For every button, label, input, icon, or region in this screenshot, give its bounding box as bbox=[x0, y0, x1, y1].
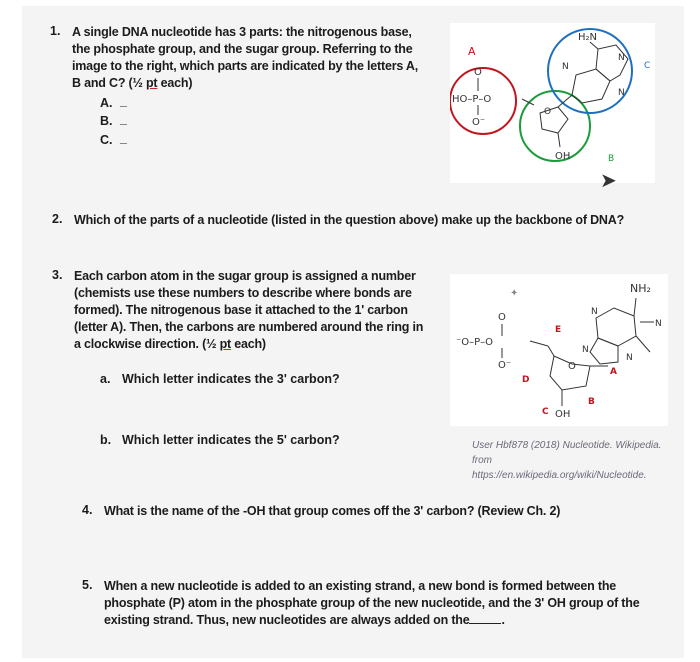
ring-o-label: O bbox=[544, 107, 552, 117]
n-label-3: N bbox=[618, 88, 625, 98]
q1-answer-a-label: A. bbox=[100, 96, 113, 110]
q1-answer-c-blank[interactable]: _ bbox=[120, 131, 127, 145]
nucleotide-diagram-2 bbox=[450, 274, 668, 426]
worksheet-page bbox=[22, 6, 684, 658]
q1-number: 1. bbox=[50, 24, 61, 38]
q3a-label: a. bbox=[100, 372, 111, 386]
ho-p-label: HO–P–O bbox=[452, 94, 492, 105]
label-a: A bbox=[468, 45, 476, 58]
oh-label: OH bbox=[555, 151, 571, 162]
q1-answer-b-label: B. bbox=[100, 114, 113, 128]
cursor-arrow-icon: ➤ bbox=[600, 170, 617, 192]
n-label-1: N bbox=[562, 62, 569, 72]
label-c: C bbox=[644, 61, 651, 71]
q1-answer-c-label: C. bbox=[100, 133, 113, 147]
nucleotide-diagram-1 bbox=[450, 23, 655, 183]
q3b-text: Which letter indicates the 5' carbon? bbox=[122, 433, 340, 447]
o-minus-label-2: O⁻ bbox=[498, 360, 512, 371]
carbon-label-d: D bbox=[522, 375, 530, 385]
q5-text: When a new nucleotide is added to an existing strand, a new bond is formed between the phosphate (P) atom in the phosphate group of the new nucleotide, and the 3' OH group of the existing strand. Thus, new nucleotides are always added on the . bbox=[104, 579, 640, 627]
oh-label-2: OH bbox=[555, 409, 571, 420]
q2-number: 2. bbox=[52, 212, 63, 226]
molecule-bonds-2 bbox=[502, 298, 654, 406]
q4-number: 4. bbox=[82, 503, 93, 517]
q3-number: 3. bbox=[52, 268, 63, 282]
o-p-o-label: ⁻O–P–O bbox=[456, 337, 494, 348]
label-b: B bbox=[608, 154, 615, 164]
q5-number: 5. bbox=[82, 578, 93, 592]
q3-text: Each carbon atom in the sugar group is assigned a number (chemists use these numbers to describe where bonds are formed). The nitrogenous base it attached to the 1' carbon (letter A). Then, the carbons are numbered around the ring in a clockwise direction. (½ pt each) bbox=[74, 269, 424, 351]
n-label-2: N bbox=[618, 53, 625, 63]
ring-o-label-2: O bbox=[568, 361, 576, 372]
n-label-5: N bbox=[655, 319, 662, 329]
n-label-7: N bbox=[626, 353, 633, 363]
n-label-4: N bbox=[591, 307, 598, 317]
carbon-label-c: C bbox=[542, 407, 549, 417]
nh2-label: NH₂ bbox=[630, 282, 651, 295]
o-top-label: O bbox=[474, 67, 482, 78]
q3a-text: Which letter indicates the 3' carbon? bbox=[122, 372, 340, 386]
carbon-label-b: B bbox=[588, 397, 595, 407]
q4-text: What is the name of the -OH that group comes off the 3' carbon? (Review Ch. 2) bbox=[104, 504, 561, 518]
carbon-label-a: A bbox=[610, 367, 617, 377]
molecule-bonds bbox=[478, 42, 628, 147]
o-top-label-2: O bbox=[498, 312, 506, 323]
image-citation: User Hbf878 (2018) Nucleotide. Wikipedia. from https://en.wikipedia.org/wiki/Nucleotide. bbox=[472, 440, 662, 481]
q3b-label: b. bbox=[100, 433, 112, 447]
carbon-label-e: E bbox=[555, 325, 562, 335]
plus-marker-icon: ✦ bbox=[510, 288, 519, 299]
q1-answer-a-blank[interactable]: _ bbox=[120, 94, 127, 108]
q1-answer-b-blank[interactable]: _ bbox=[120, 112, 127, 126]
q1-text: A single DNA nucleotide has 3 parts: the nitrogenous base, the phosphate group, and the sugar group. Referring to the image to the right, which parts are indicated by the letters A, B and C? (½ pt each) bbox=[72, 25, 419, 90]
o-minus-label: O⁻ bbox=[472, 117, 486, 128]
h2n-label: H₂N bbox=[578, 32, 598, 43]
q5-answer-blank[interactable] bbox=[469, 623, 501, 624]
n-label-6: N bbox=[582, 345, 589, 355]
q2-text: Which of the parts of a nucleotide (listed in the question above) make up the backbone of DNA? bbox=[74, 213, 624, 227]
